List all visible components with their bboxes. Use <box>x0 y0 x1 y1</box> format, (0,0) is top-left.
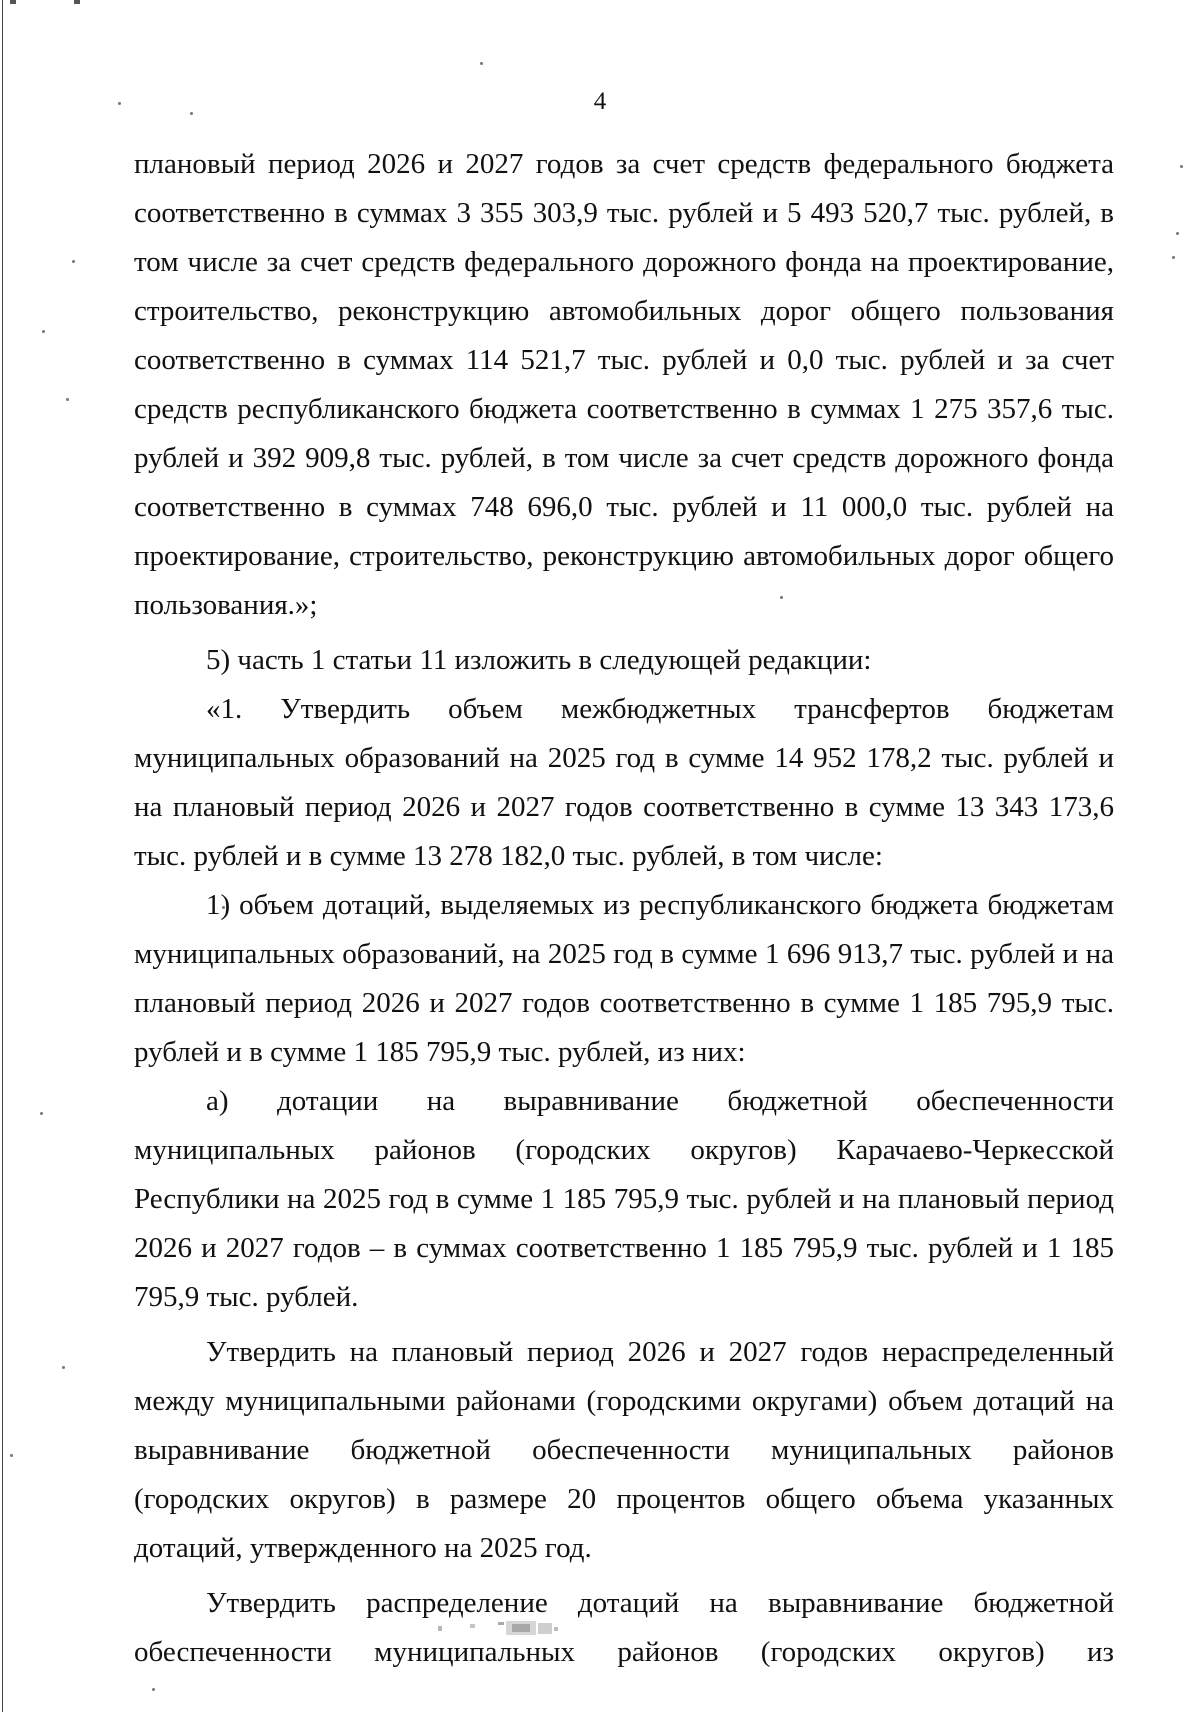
paragraph-quoted-part: «1. Утвердить объем межбюджетных трансфертов бюджетам муниципальных образований на 2025 год в сумме 14 952 178,2 тыс. рублей и на плановый период 2026 и 2027 годов соответственно в сумме 13 343 173,6 тыс. рублей и в сумме 13 278 182,0 тыс. рублей, в том числе: <box>134 693 1114 872</box>
scan-edge-line <box>2 0 3 1712</box>
paragraph-continuation: плановый период 2026 и 2027 годов за счет средств федерального бюджета соответственно в суммах 3 355 303,9 тыс. рублей и 5 493 520,7 тыс. рублей, в том числе за счет средств федерального дорожного фонда на проектирование, строительство, реконструкцию автомобильных дорог общего пользования соответственно в суммах 114 521,7 тыс. рублей и 0,0 тыс. рублей и за счет средств республиканского бюджета соответственно в суммах 1 275 357,6 тыс. рублей и 392 909,8 тыс. рублей, в том числе за счет средств дорожного фонда соответственно в суммах 748 696,0 тыс. рублей и 11 000,0 тыс. рублей на проектирование, строительство, реконструкцию автомобильных дорог общего пользования.»; <box>134 148 1114 621</box>
scan-speck <box>1172 256 1175 259</box>
scan-speck <box>72 260 75 263</box>
scan-speck <box>40 1112 43 1115</box>
paragraph-approval: Утвердить распределение дотаций на выравнивание бюджетной обеспеченности муниципальных районов (городских округов) из <box>134 1587 1114 1668</box>
paragraph-subitem: а) дотации на выравнивание бюджетной обеспеченности муниципальных районов (городских округов) Карачаево-Черкесской Республики на 2025 год в сумме 1 185 795,9 тыс. рублей и на плановый период 2026 и 2027 годов – в суммах соответственно 1 185 795,9 тыс. рублей и 1 185 795,9 тыс. рублей. <box>134 1085 1114 1313</box>
scan-speck <box>480 62 483 65</box>
paragraph-amendment-item: 5) часть 1 статьи 11 изложить в следующей редакции: <box>206 644 872 676</box>
scan-speck <box>10 1454 13 1457</box>
paragraph-subitem: 1) объем дотаций, выделяемых из республиканского бюджета бюджетам муниципальных образований, на 2025 год в сумме 1 696 913,7 тыс. рублей и на плановый период 2026 и 2027 годов соответственно в сумме 1 185 795,9 тыс. рублей и в сумме 1 185 795,9 тыс. рублей, из них: <box>134 889 1114 1068</box>
scan-speck <box>66 398 69 401</box>
scan-speck <box>1176 232 1179 235</box>
document-body <box>134 140 1114 1677</box>
scan-speck <box>42 330 45 333</box>
scan-mark <box>74 0 80 4</box>
page-number: 4 <box>593 88 607 115</box>
scan-speck <box>1180 165 1183 168</box>
scan-speck <box>62 1366 65 1369</box>
paragraph-approval: Утвердить на плановый период 2026 и 2027 годов нераспределенный между муниципальными районами (городскими округами) объем дотаций на выравнивание бюджетной обеспеченности муниципальных районов (городских округов) в размере 20 процентов общего объема указанных дотаций, утвержденного на 2025 год. <box>134 1336 1114 1564</box>
scan-mark <box>10 0 16 4</box>
scan-speck <box>152 1688 155 1691</box>
